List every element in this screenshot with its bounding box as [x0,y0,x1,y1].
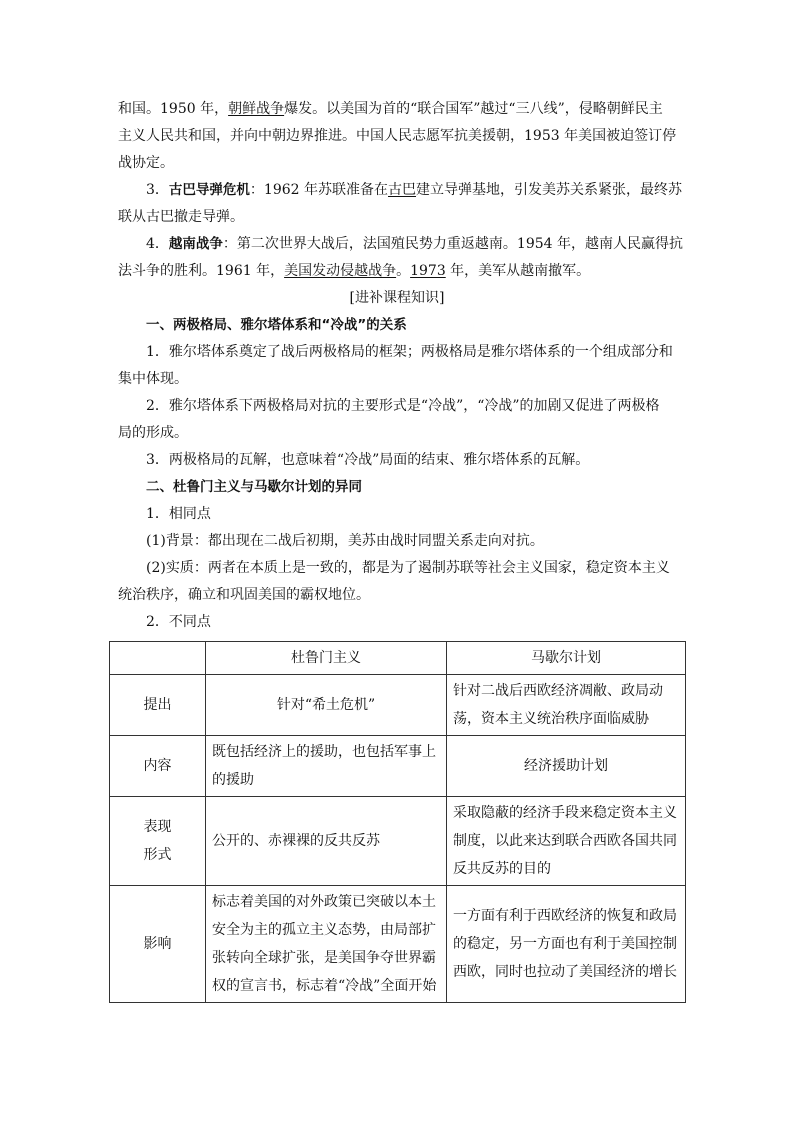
cuba-term: 古巴 [388,182,417,198]
text: 法斗争的胜利。1961 年， [118,263,285,279]
row-label: 内容 [110,736,206,797]
text: 。 [396,263,411,279]
table-row [110,886,686,1003]
text: 爆发。以美国为首的“联合国军”越过“三八线”，侵略朝鲜民主 [284,101,663,117]
comparison-table [109,641,686,1003]
row-label: 表现形式 [110,797,206,886]
cuba-line-1 [146,180,682,200]
header-truman: 杜鲁门主义 [206,642,447,675]
section-heading: [进补课程知识] [349,290,445,306]
header-blank [110,642,206,675]
korea-line-1 [118,99,663,119]
vietnam-line-1 [146,234,683,254]
marshall-cell: 针对二战后西欧经济凋敝、政局动荡，资本主义统治秩序面临威胁 [447,675,686,736]
us-invasion-term: 美国发动侵越战争 [284,263,397,279]
text: ：1962 年苏联准备在 [249,182,389,198]
table-row [110,736,686,797]
topic1-p3: 3．两极格局的瓦解，也意味着“冷战”局面的结束、雅尔塔体系的瓦解。 [146,452,590,468]
marshall-cell: 一方面有利于西欧经济的恢复和政局的稳定，另一方面也有利于美国控制西欧，同时也拉动了美国经济的增长 [447,886,686,1003]
topic2-sub1: 1．相同点 [146,506,211,522]
korea-line-2: 主义人民共和国，并向中朝边界推进。中国人民志愿军抗美援朝，1953 年美国被迫签订停 [118,128,677,144]
topic2-title: 二、杜鲁门主义与马歇尔计划的异同 [146,479,362,495]
vietnam-war-term: 越南战争 [168,236,223,252]
topic2-essence-line1: (2)实质：两者在本质上是一致的，都是为了遏制苏联等社会主义国家，稳定资本主义 [146,560,670,576]
vietnam-line-2 [118,261,590,281]
truman-cell: 既包括经济上的援助，也包括军事上的援助 [206,736,447,797]
topic1-title: 一、两极格局、雅尔塔体系和“冷战”的关系 [146,317,407,333]
header-marshall: 马歇尔计划 [447,642,686,675]
table-row [110,675,686,736]
row-label: 提出 [110,675,206,736]
cuban-crisis-term: 古巴导弹危机 [168,182,250,198]
korean-war-term: 朝鲜战争 [228,101,285,117]
item-number: 4． [146,236,169,252]
marshall-cell: 经济援助计划 [447,736,686,797]
table-row [110,797,686,886]
row-label: 影响 [110,886,206,1003]
marshall-cell: 采取隐蔽的经济手段来稳定资本主义制度，以此来达到联合西欧各国共同反共反苏的目的 [447,797,686,886]
topic1-p2-line1: 2．雅尔塔体系下两极格局对抗的主要形式是“冷战”，“冷战”的加剧又促进了两极格 [146,398,660,414]
topic1-p2-line2: 局的形成。 [118,425,188,441]
truman-cell: 标志着美国的对外政策已突破以本土安全为主的孤立主义态势，由局部扩张转向全球扩张，是美国争夺世界霸权的宣言书，标志着“冷战”全面开始 [206,886,447,1003]
truman-cell: 针对“希土危机” [206,675,447,736]
text: 和国。1950 年， [118,101,229,117]
truman-cell: 公开的、赤裸裸的反共反苏 [206,797,447,886]
text: 建立导弹基地，引发美苏关系紧张，最终苏 [416,182,683,198]
year-1973: 1973 [410,263,446,279]
topic2-sub2: 2．不同点 [146,614,211,630]
topic1-p1-line2: 集中体现。 [118,371,188,387]
topic2-background: (1)背景：都出现在二战后初期，美苏由战时同盟关系走向对抗。 [146,533,544,549]
item-number: 3． [146,182,169,198]
korea-line-3: 战协定。 [118,155,174,171]
text: 年，美军从越南撤军。 [445,263,591,279]
text: ：第二次世界大战后，法国殖民势力重返越南。1954 年，越南人民赢得抗 [222,236,683,252]
cuba-line-2: 联从古巴撤走导弹。 [118,209,244,225]
topic2-essence-line2: 统治秩序，确立和巩固美国的霸权地位。 [118,587,370,603]
topic1-p1-line1: 1．雅尔塔体系奠定了战后两极格局的框架；两极格局是雅尔塔体系的一个组成部分和 [146,344,673,360]
table-header-row [110,642,686,675]
